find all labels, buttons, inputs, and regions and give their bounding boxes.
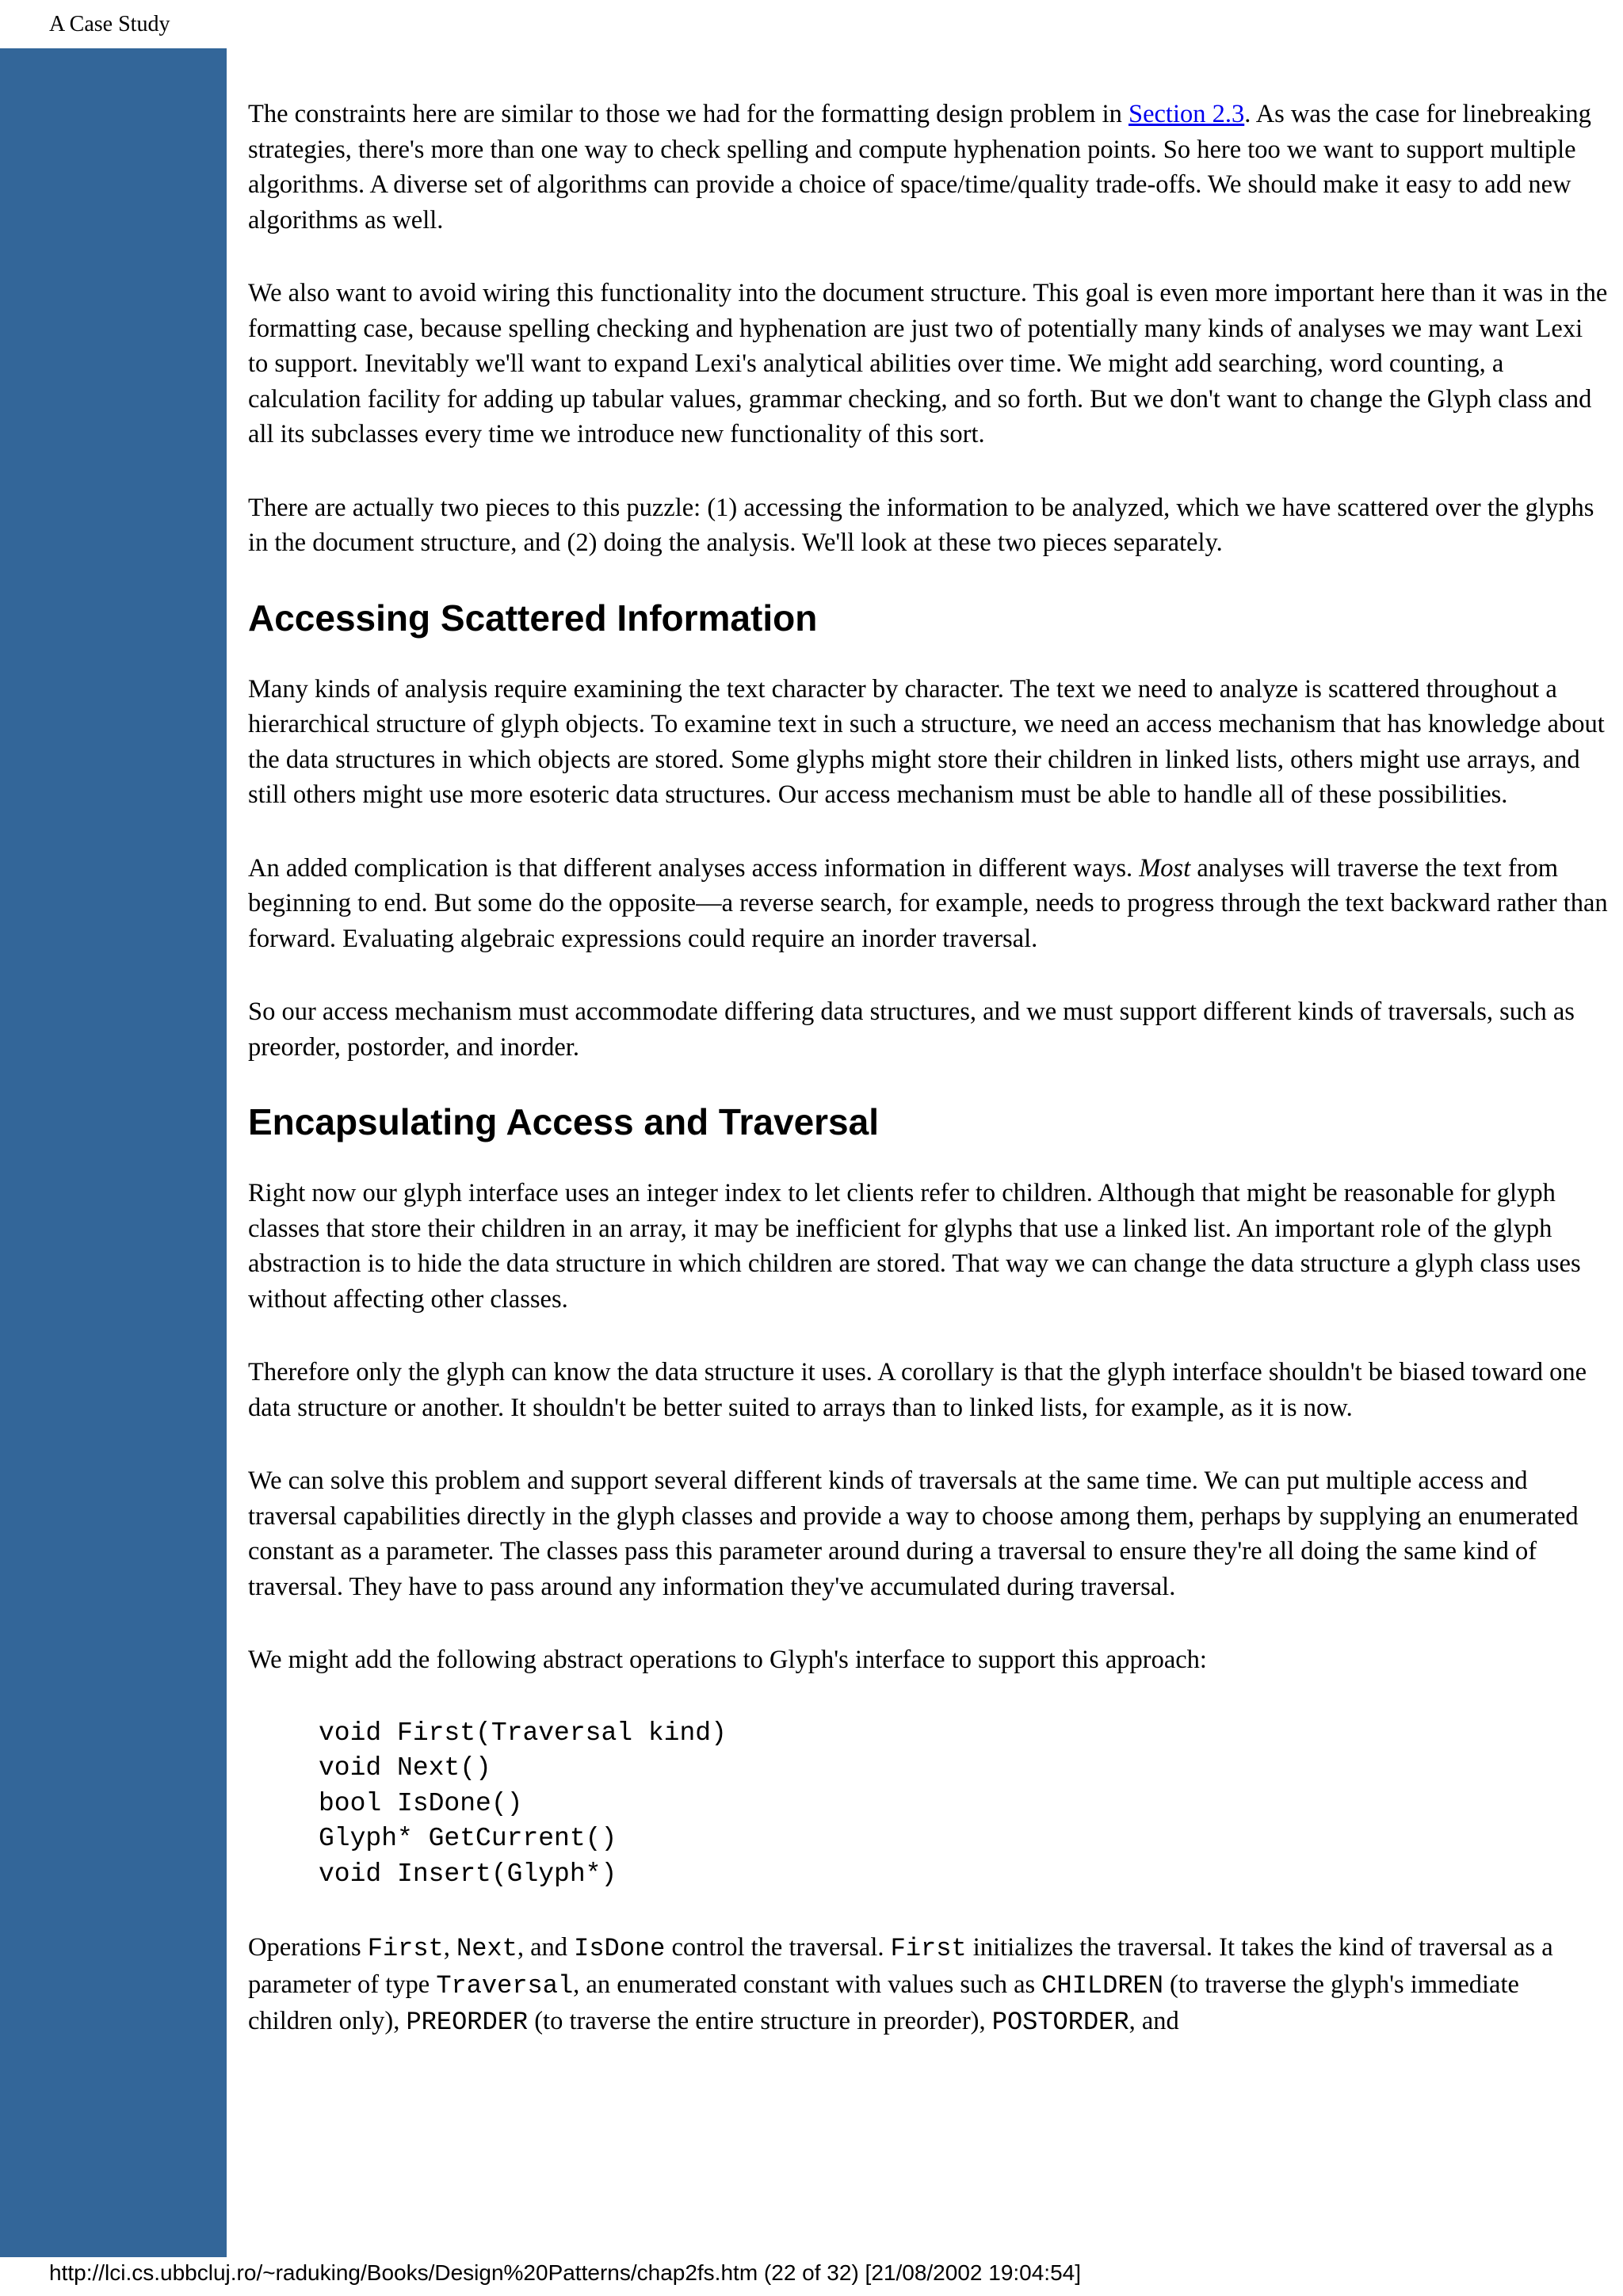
code-line: Glyph* GetCurrent() — [319, 1824, 617, 1853]
emphasis-most: Most — [1139, 853, 1191, 883]
code-term-isdone: IsDone — [574, 1934, 666, 1963]
paragraph-text: control the traversal. — [665, 1933, 891, 1962]
left-sidebar-band — [0, 48, 227, 2257]
paragraph-text: The constraints here are similar to those we had for the formatting design problem in — [248, 100, 1128, 128]
main-content — [248, 97, 1608, 2079]
paragraph-avoid-wiring: We also want to avoid wiring this functionality into the document structure. This goal is even more important here than it was in the formatting case, because spelling checking and hyphenation are just two of potentially many kinds of analyses we may want Lexi to support. Inevitably we'll want to expand Lexi's analytical abilities over time. We might add searching, word counting, a calculation facility for adding up tabular values, grammar checking, and so forth. But we don't want to change the Glyph class and all its subclasses every time we introduce new functionality of this sort. — [248, 279, 1608, 448]
section-2-3-link[interactable]: Section 2.3 — [1128, 100, 1245, 128]
paragraph-operations — [248, 1930, 1608, 2041]
paragraph-text: (to traverse the entire structure in preorder), — [528, 2007, 992, 2035]
code-term-next: Next — [456, 1934, 517, 1963]
paragraph-text: , — [443, 1933, 456, 1962]
code-line: void First(Traversal kind) — [319, 1718, 727, 1748]
paragraph-text: , an enumerated constant with values such as — [573, 1970, 1042, 1999]
code-term-postorder: POSTORDER — [991, 2008, 1129, 2037]
paragraph-text: analyses will traverse the text from beginning to end. But some do the opposite—a reverse search, for example, needs to progress through the text backward rather than forward. Evaluating algebraic expressions could require an inorder traversal. — [248, 853, 1608, 953]
paragraph-added-complication — [248, 851, 1608, 957]
paragraph-text: initializes the traversal. It takes the kind of traversal as a parameter of type — [248, 1933, 1553, 1999]
code-line: void Insert(Glyph*) — [319, 1859, 617, 1889]
paragraph-text: Operations — [248, 1933, 368, 1962]
running-title: A Case Study — [49, 12, 170, 36]
paragraph-kinds-of-analysis: Many kinds of analysis require examining the text character by character. The text we need to analyze is scattered throughout a hierarchical structure of glyph objects. To examine text in such a structure, we need an access mechanism that has knowledge about the data structures in which objects are stored. Some glyphs might store their children in linked lists, others might use arrays, and still others might use more esoteric data structures. Our access mechanism must be able to handle all of these possibilities. — [248, 674, 1605, 809]
code-term-children: CHILDREN — [1041, 1970, 1163, 2000]
paragraph-constraints — [248, 97, 1608, 238]
paragraph-text: An added complication is that different analyses access information in different ways. — [248, 853, 1140, 883]
paragraph-integer-index: Right now our glyph interface uses an integer index to let clients refer to children. Although that might be reasonable for glyph classes that store their children in an array, it may be inefficient for glyphs that use a linked list. An important role of the glyph abstraction is to hide the data structure in which children are stored. That way we can change the data structure a glyph class uses without affecting other classes. — [248, 1179, 1581, 1314]
paragraph-two-pieces: There are actually two pieces to this puzzle: (1) accessing the information to be analyzed, which we have scattered over the glyphs in the document structure, and (2) doing the analysis. We'll look at these two pieces separately. — [248, 493, 1594, 557]
footer-url: http://lci.cs.ubbcluj.ro/~raduking/Books/Design%20Patterns/chap2fs.htm (22 of 32) [21/08/2002 19:04:54] — [49, 2260, 1082, 2285]
code-term-preorder: PREORDER — [406, 2008, 529, 2037]
code-line: bool IsDone() — [319, 1788, 523, 1818]
paragraph-abstract-operations: We might add the following abstract operations to Glyph's interface to support this approach: — [248, 1646, 1207, 1674]
heading-encapsulating-access: Encapsulating Access and Traversal — [248, 1101, 879, 1142]
paragraph-text: , and — [517, 1933, 575, 1962]
code-line: void Next() — [319, 1753, 491, 1783]
code-term-first: First — [367, 1934, 444, 1963]
code-term-traversal: Traversal — [436, 1970, 574, 2000]
code-term-first: First — [890, 1934, 967, 1963]
heading-accessing-scattered-information: Accessing Scattered Information — [248, 597, 818, 639]
paragraph-text: (to traverse the glyph's immediate children only), — [248, 1970, 1519, 2035]
paragraph-corollary: Therefore only the glyph can know the data structure it uses. A corollary is that the glyph interface shouldn't be biased toward one data structure or another. It shouldn't be better suited to arrays than to linked lists, for example, as it is now. — [248, 1358, 1587, 1422]
paragraph-text: , and — [1128, 2007, 1179, 2035]
paragraph-text: . As was the case for linebreaking strategies, there's more than one way to check spelling and compute hyphenation points. So here too we want to support multiple algorithms. A diverse set of algorithms can provide a choice of space/time/quality trade-offs. We should make it easy to add new algorithms as well. — [248, 100, 1591, 235]
paragraph-solve-problem: We can solve this problem and support several different kinds of traversals at the same time. We can put multiple access and traversal capabilities directly in the glyph classes and provide a way to choose among them, perhaps by supplying an enumerated constant as a parameter. The classes pass this parameter around during a traversal to ensure they're all doing the same kind of traversal. They have to pass around any information they've accumulated during traversal. — [248, 1466, 1579, 1601]
code-block — [319, 1716, 1608, 1893]
paragraph-access-mechanism: So our access mechanism must accommodate differing data structures, and we must support different kinds of traversals, such as preorder, postorder, and inorder. — [248, 997, 1575, 1062]
